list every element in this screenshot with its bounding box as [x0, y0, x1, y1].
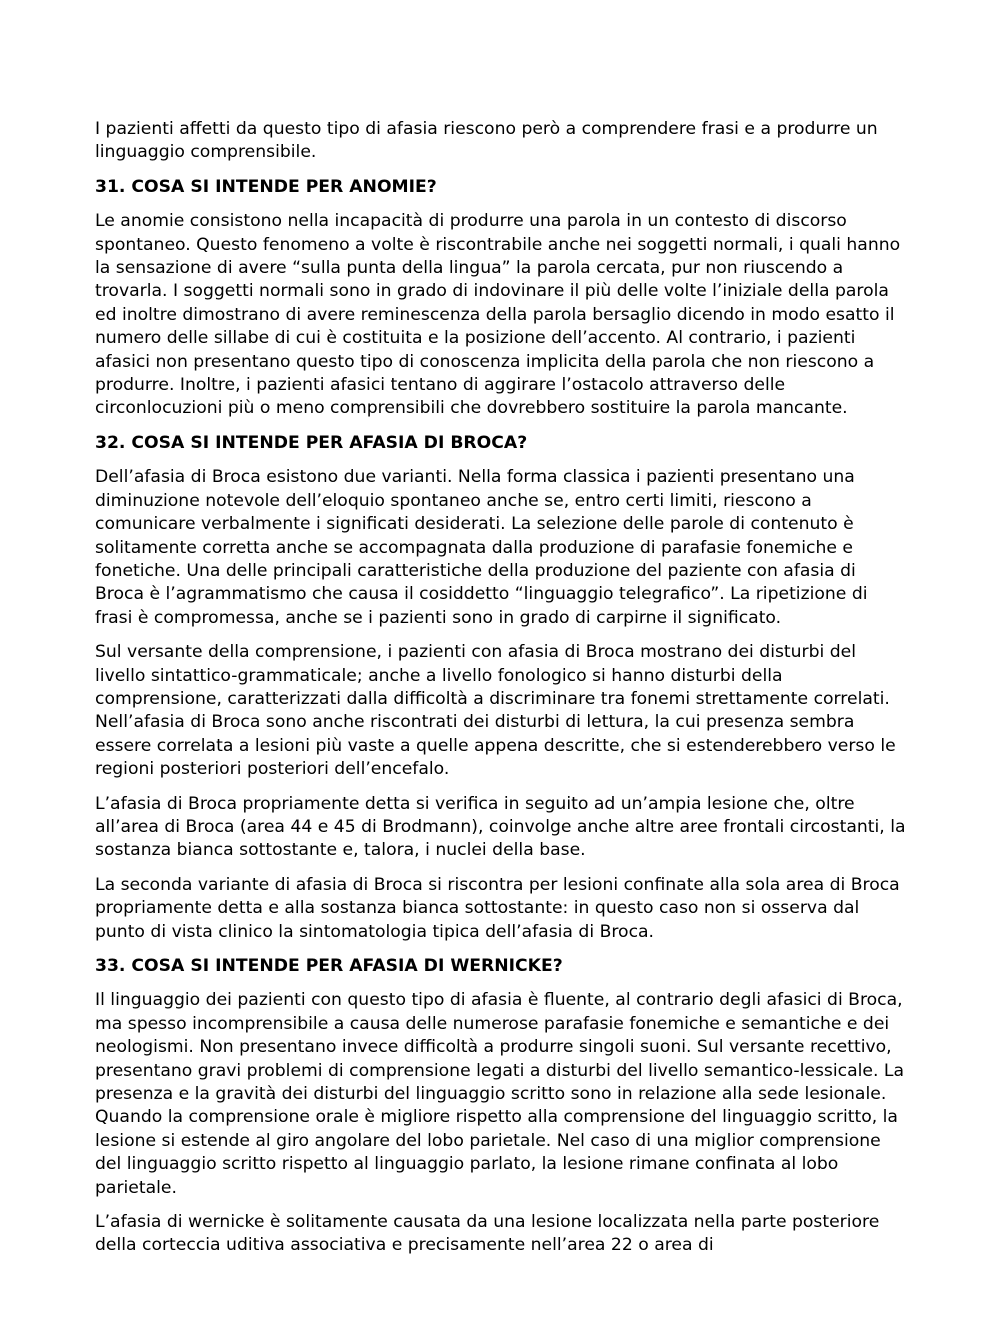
- section-heading-32: 32. COSA SI INTENDE PER AFASIA DI BROCA?: [95, 432, 528, 453]
- paragraph-32-4: La seconda variante di afasia di Broca si riscontra per lesioni confinate alla sola area di Broca propriamente detta e alla sostanza bianca sottostante: in questo caso non si osserva dal punto di vista clinico la sintomatologia tipica dell’afasia di Broca.: [95, 874, 900, 942]
- paragraph-33-2: L’afasia di wernicke è solitamente causata da una lesione localizzata nella parte posteriore della corteccia uditiva associativa e precisamente nell’area 22 o area di: [95, 1212, 880, 1256]
- paragraph-32-1: Dell’afasia di Broca esistono due varianti. Nella forma classica i pazienti presentano una diminuzione notevole dell’eloquio spontaneo anche se, entro certi limiti, riescono a comunicare verbalmente i significati desiderati. La selezione delle parole di contenuto è solitamente corretta anche se accompagnata dalla produzione di parafasie fonemiche e fonetiche. Una delle principali caratteristiche della produzione del paziente con afasia di Broca è l’agrammatismo che causa il cosiddetto “linguaggio telegrafico”. La ripetizione di frasi è compromessa, anche se i pazienti sono in grado di carpirne il significato.: [95, 467, 868, 628]
- document-page: [95, 118, 910, 1269]
- paragraph-31-1: Le anomie consistono nella incapacità di produrre una parola in un contesto di discorso spontaneo. Questo fenomeno a volte è riscontrabile anche nei soggetti normali, i quali hanno la sensazione di avere “sulla punta della lingua” la parola cercata, pur non riuscendo a trovarla. I soggetti normali sono in grado di indovinare il più delle volte l’iniziale della parola ed inoltre dimostrano di avere reminescenza della parola bersaglio dicendo in modo esatto il numero delle sillabe di cui è costituita e la posizione dell’accento. Al contrario, i pazienti afasici non presentano questo tipo di conoscenza implicita della parola che non riescono a produrre. Inoltre, i pazienti afasici tentano di aggirare l’ostacolo attraverso delle circonlocuzioni più o meno comprensibili che dovrebbero sostituire la parola mancante.: [95, 211, 901, 419]
- paragraph-32-3: L’afasia di Broca propriamente detta si verifica in seguito ad un’ampia lesione che, oltre all’area di Broca (area 44 e 45 di Brodmann), coinvolge anche altre aree frontali circostanti, la sostanza bianca sottostante e, talora, i nuclei della base.: [95, 793, 906, 861]
- section-heading-33: 33. COSA SI INTENDE PER AFASIA DI WERNICKE?: [95, 956, 563, 976]
- paragraph-33-1: Il linguaggio dei pazienti con questo tipo di afasia è fluente, al contrario degli afasici di Broca, ma spesso incomprensibile a causa delle numerose parafasie fonemiche e semantiche e dei neologismi. Non presentano invece difficoltà a produrre singoli suoni. Sul versante recettivo, presentano gravi problemi di comprensione legati a disturbi del livello semantico-lessicale. La presenza e la gravità dei disturbi del linguaggio scritto sono in relazione alla sede lesionale. Quando la comprensione orale è migliore rispetto alla comprensione del linguaggio scritto, la lesione si estende al giro angolare del lobo parietale. Nel caso di una miglior comprensione del linguaggio scritto rispetto al linguaggio parlato, la lesione rimane confinata al lobo parietale.: [95, 990, 905, 1198]
- section-heading-31: 31. COSA SI INTENDE PER ANOMIE?: [95, 176, 437, 197]
- paragraph-32-2: Sul versante della comprensione, i pazienti con afasia di Broca mostrano dei disturbi del livello sintattico-grammaticale; anche a livello fonologico si hanno disturbi della comprensione, caratterizzati dalla difficoltà a discriminare tra fonemi strettamente correlati. Nell’afasia di Broca sono anche riscontrati dei disturbi di lettura, la cui presenza sembra essere correlata a lesioni più vaste a quelle appena descritte, che si estenderebbero verso le regioni posteriori posteriori dell’encefalo.: [95, 642, 896, 780]
- intro-paragraph: I pazienti affetti da questo tipo di afasia riescono però a comprendere frasi e a produrre un linguaggio comprensibile.: [95, 119, 878, 163]
